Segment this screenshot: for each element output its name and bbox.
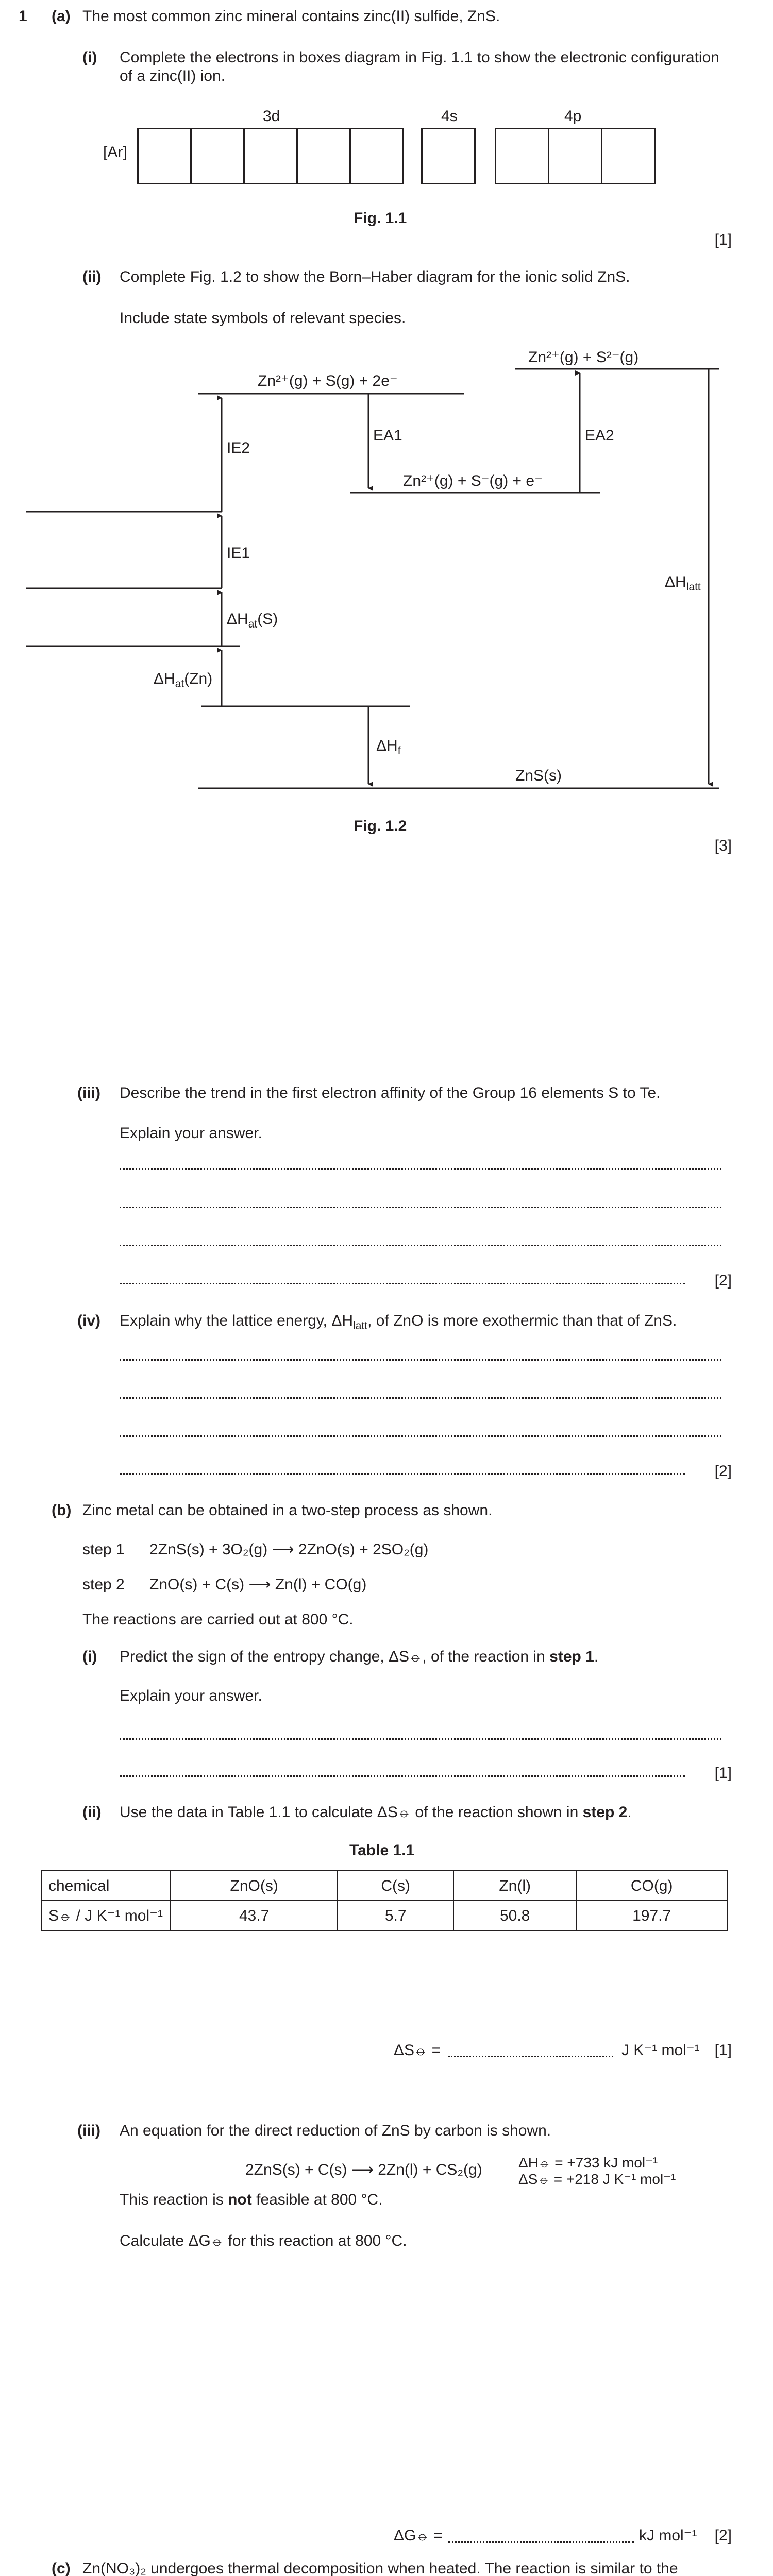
- table-cell: 197.7: [576, 1901, 727, 1930]
- table-cell: 5.7: [338, 1901, 453, 1930]
- table-row: [42, 1871, 727, 1901]
- answer-line[interactable]: [120, 1738, 721, 1740]
- table-header-cell: C(s): [338, 1871, 453, 1901]
- part-a-label: (a): [52, 8, 71, 25]
- text-segment: Predict the sign of the entropy change, ΔS⦵, of the reaction in: [120, 1648, 545, 1665]
- part-aii-text-line1: Complete Fig. 1.2 to show the Born–Haber diagram for the ionic solid ZnS.: [120, 268, 630, 285]
- level-label-zn2-sminus-e: Zn²⁺(g) + S⁻(g) + e⁻: [403, 472, 543, 489]
- orbital-label-4p: 4p: [564, 108, 582, 125]
- step1-label: step 1: [82, 1541, 125, 1558]
- enthalpy-subscript: f: [397, 745, 401, 757]
- enthalpy-symbol: ΔH: [376, 737, 398, 754]
- arrow-label-ea2: EA2: [585, 427, 614, 444]
- part-a-intro: The most common zinc mineral contains zinc(II) sulfide, ZnS.: [82, 8, 500, 25]
- orbital-label-3d: 3d: [263, 108, 280, 125]
- level-label-zn2-s2minus: Zn²⁺(g) + S²⁻(g): [528, 349, 639, 366]
- step1-equation: 2ZnS(s) + 3O₂(g) ⟶ 2ZnO(s) + 2SO₂(g): [149, 1541, 429, 1558]
- species-suffix: (S): [257, 611, 278, 628]
- level-label-zn2-s-2e: Zn²⁺(g) + S(g) + 2e⁻: [258, 372, 398, 389]
- answer-line[interactable]: [120, 1775, 685, 1777]
- enthalpy-subscript: at: [248, 618, 258, 630]
- arrow-label-hlatt: [665, 572, 701, 594]
- part-ai-label: (i): [82, 49, 97, 66]
- part-ai-marks: [1]: [714, 231, 732, 248]
- text-bold: not: [228, 2191, 252, 2208]
- table-cell: 43.7: [171, 1901, 338, 1930]
- part-biii-text-line2: [120, 2190, 383, 2210]
- answer-line[interactable]: [120, 1359, 721, 1361]
- answer-line[interactable]: [120, 1245, 721, 1246]
- enthalpy-subscript: latt: [686, 581, 701, 593]
- question-number: 1: [19, 8, 27, 25]
- part-biii-text: An equation for the direct reduction of ZnS by carbon is shown.: [120, 2122, 551, 2139]
- table-header-cell: CO(g): [576, 1871, 727, 1901]
- enthalpy-symbol: ΔH: [227, 611, 248, 628]
- part-aiv-label: (iv): [77, 1312, 100, 1329]
- step2-equation: ZnO(s) + C(s) ⟶ Zn(l) + CO(g): [149, 1576, 367, 1593]
- table-header-cell: Zn(l): [453, 1871, 576, 1901]
- part-aiv-text: [120, 1311, 677, 1333]
- enthalpy-subscript: at: [175, 678, 184, 690]
- part-aii-text-line2: Include state symbols of relevant species.: [120, 310, 406, 327]
- part-biii-entropy: ΔS⦵ = +218 J K⁻¹ mol⁻¹: [518, 2171, 676, 2187]
- part-aiii-marks: [2]: [714, 1272, 732, 1289]
- answer-line[interactable]: [120, 1397, 721, 1399]
- table-1-1: [41, 1870, 728, 1931]
- level-label-zns-s: ZnS(s): [515, 767, 562, 784]
- answer-line[interactable]: [120, 1168, 721, 1170]
- text-segment: feasible at 800 °C.: [256, 2191, 383, 2208]
- part-ai-text-line2: of a zinc(II) ion.: [120, 67, 226, 84]
- arrow-label-hat-s: [227, 609, 278, 631]
- reaction-conditions: The reactions are carried out at 800 °C.: [82, 1611, 354, 1628]
- part-bi-label: (i): [82, 1648, 97, 1665]
- part-aiii-text-line2: Explain your answer.: [120, 1125, 262, 1142]
- enthalpy-symbol: ΔH: [665, 573, 686, 590]
- enthalpy-symbol: ΔH: [154, 670, 175, 687]
- fig-1-2-caption: Fig. 1.2: [354, 818, 407, 835]
- part-c-intro-line1: Zn(NO₃)₂ undergoes thermal decomposition when heated. The reaction is similar to the: [82, 2560, 678, 2576]
- part-biii-answer-label: ΔG⦵ =: [394, 2527, 443, 2544]
- table-row-label: S⦵ / J K⁻¹ mol⁻¹: [42, 1901, 171, 1930]
- part-aiii-label: (iii): [77, 1084, 100, 1101]
- part-bi-text-line2: Explain your answer.: [120, 1687, 262, 1704]
- part-bi-text: [120, 1647, 598, 1667]
- arrow-label-hf: [376, 736, 401, 758]
- text-bold: step 2: [582, 1804, 628, 1821]
- arrow-label-ie1: IE1: [227, 545, 250, 562]
- part-biii-marks: [2]: [714, 2527, 732, 2544]
- table-header-cell: chemical: [42, 1871, 171, 1901]
- answer-line[interactable]: [120, 1283, 685, 1284]
- part-aii-marks: [3]: [714, 837, 732, 854]
- answer-line[interactable]: [120, 1207, 721, 1208]
- part-bii-label: (ii): [82, 1804, 102, 1821]
- part-bii-marks: [1]: [714, 2042, 732, 2059]
- part-b-label: (b): [52, 1502, 72, 1519]
- step2-label: step 2: [82, 1576, 125, 1593]
- arrow-label-ie2: IE2: [227, 439, 250, 456]
- text-segment: Explain why the lattice energy, ΔH: [120, 1312, 354, 1329]
- table-1-1-title: Table 1.1: [349, 1842, 415, 1859]
- table-row: [42, 1901, 727, 1930]
- answer-line[interactable]: [448, 2541, 634, 2543]
- argon-core-label: [Ar]: [103, 144, 127, 161]
- part-ai-text-line1: Complete the electrons in boxes diagram in Fig. 1.1 to show the electronic configuration: [120, 49, 719, 66]
- answer-line[interactable]: [448, 2056, 613, 2057]
- part-biii-equation: 2ZnS(s) + C(s) ⟶ 2Zn(l) + CS₂(g): [245, 2161, 482, 2178]
- part-biii-answer-unit: kJ mol⁻¹: [639, 2527, 697, 2544]
- part-bii-answer-label: ΔS⦵ =: [394, 2042, 441, 2059]
- text-subscript: latt: [353, 1320, 368, 1332]
- text-bold: step 1: [549, 1648, 594, 1665]
- text-segment: .: [627, 1804, 632, 1821]
- text-segment: .: [594, 1648, 599, 1665]
- part-c-label: (c): [52, 2560, 71, 2576]
- part-biii-label: (iii): [77, 2122, 100, 2139]
- part-aii-label: (ii): [82, 268, 102, 285]
- species-suffix: (Zn): [184, 670, 213, 687]
- table-header-cell: ZnO(s): [171, 1871, 338, 1901]
- text-segment: Use the data in Table 1.1 to calculate ΔS⦵ of the reaction shown in: [120, 1804, 579, 1821]
- text-segment: This reaction is: [120, 2191, 224, 2208]
- part-bii-answer-unit: J K⁻¹ mol⁻¹: [621, 2042, 700, 2059]
- arrow-label-ea1: EA1: [373, 427, 402, 444]
- answer-line[interactable]: [120, 1435, 721, 1437]
- orbital-label-4s: 4s: [441, 108, 458, 125]
- arrow-label-hat-zn: [154, 669, 212, 691]
- fig-1-1-caption: Fig. 1.1: [354, 210, 407, 227]
- born-haber-diagram: [0, 0, 773, 824]
- part-biii-enthalpy: ΔH⦵ = +733 kJ mol⁻¹: [518, 2155, 658, 2171]
- part-bi-marks: [1]: [714, 1765, 732, 1782]
- part-biii-text-line3: Calculate ΔG⦵ for this reaction at 800 °C.: [120, 2232, 407, 2249]
- part-aiv-marks: [2]: [714, 1463, 732, 1480]
- answer-line[interactable]: [120, 1473, 685, 1475]
- part-aiii-text-line1: Describe the trend in the first electron affinity of the Group 16 elements S to Te.: [120, 1084, 661, 1101]
- part-bii-text: [120, 1802, 632, 1822]
- text-segment: , of ZnO is more exothermic than that of ZnS.: [367, 1312, 677, 1329]
- table-cell: 50.8: [453, 1901, 576, 1930]
- part-b-intro: Zinc metal can be obtained in a two-step process as shown.: [82, 1502, 493, 1519]
